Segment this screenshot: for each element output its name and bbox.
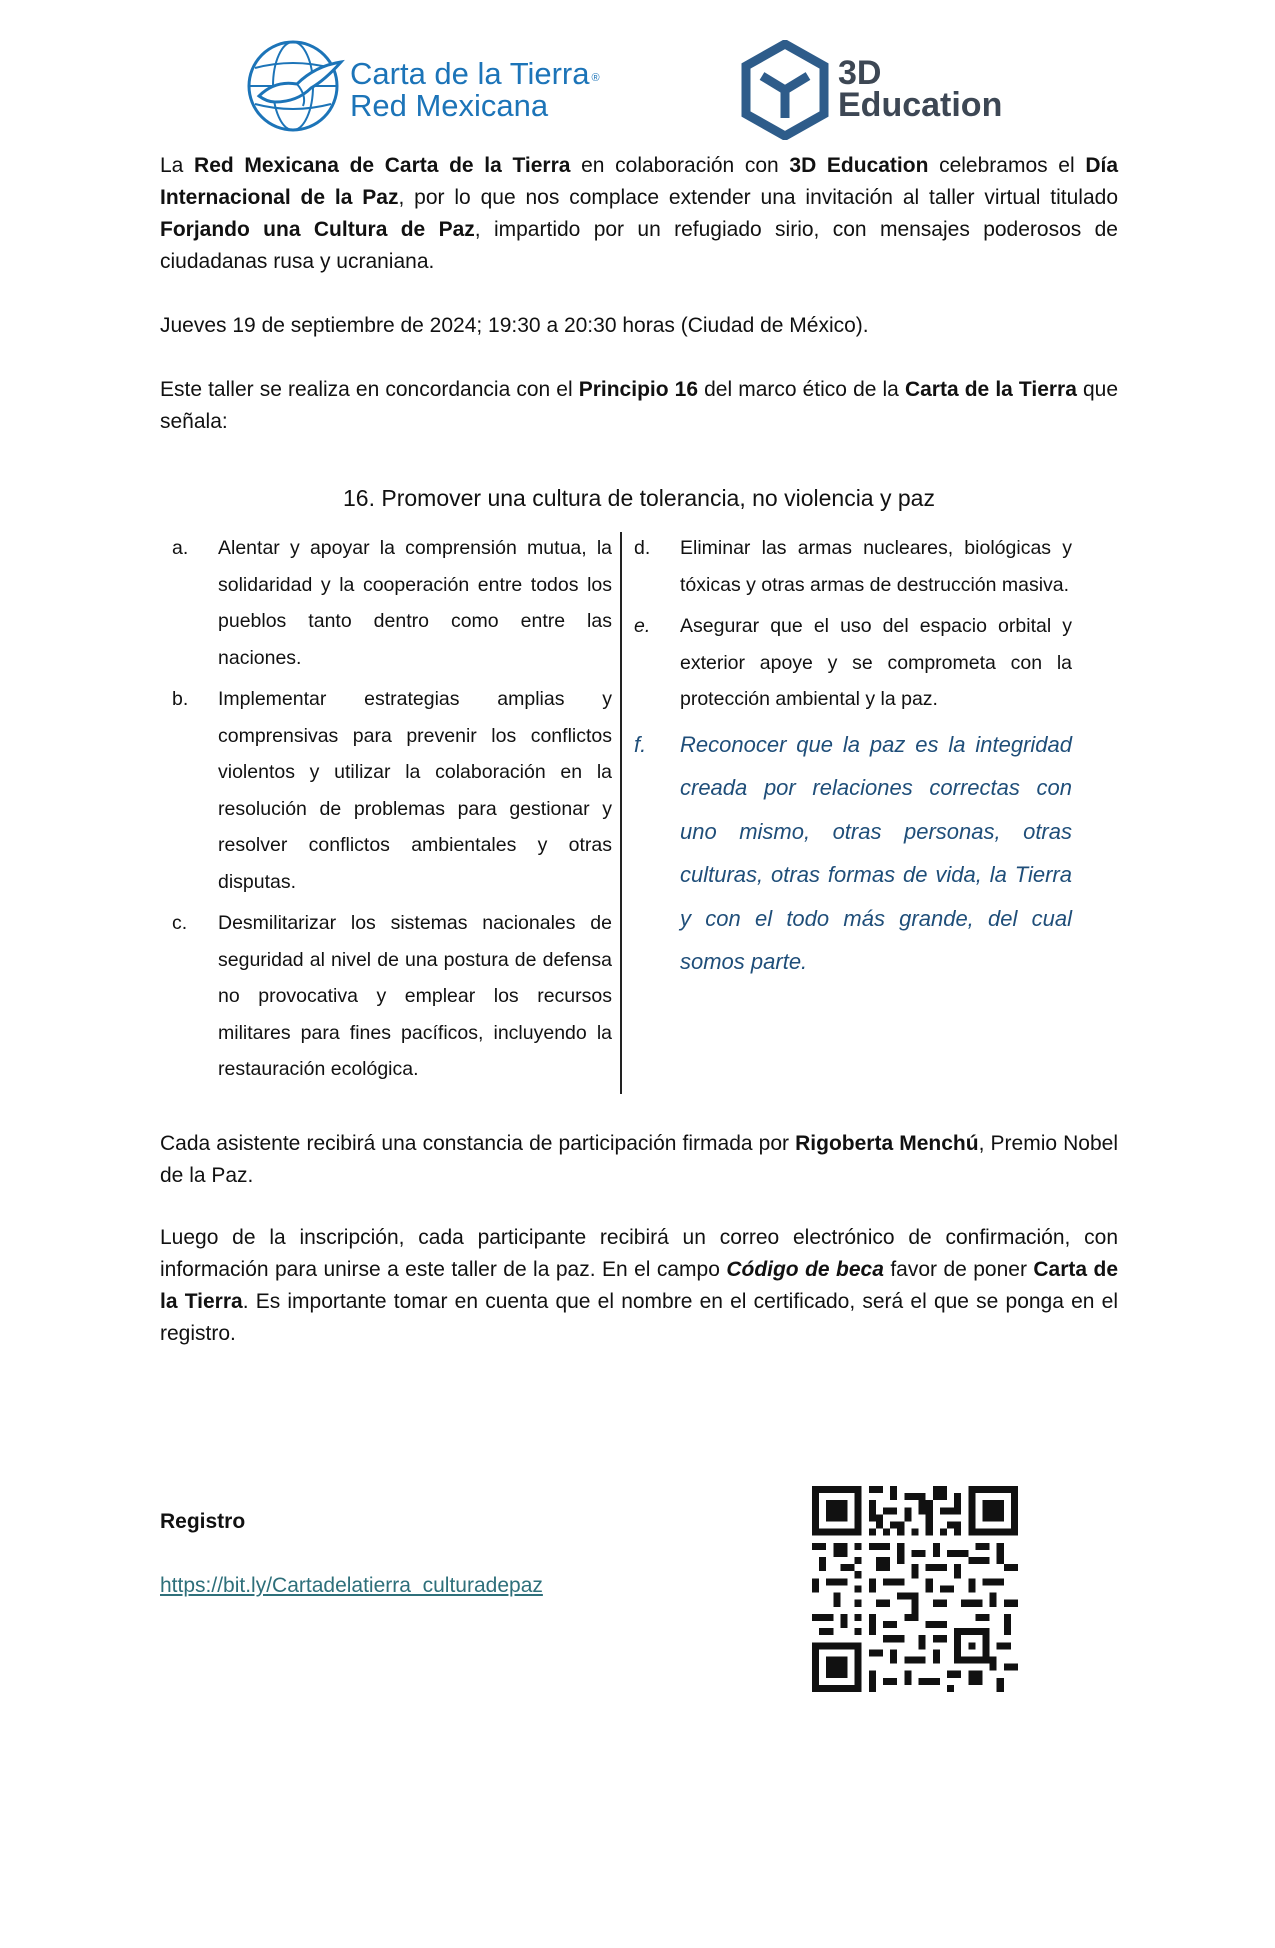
principle-item-d [634, 530, 1072, 603]
item-text: Eliminar las armas nucleares, biológicas y tóxicas y otras armas de destrucción masiva. [680, 537, 1072, 596]
item-marker: e. [634, 615, 651, 637]
item-text: Reconocer que la paz es la integridad creada por relaciones correctas con uno mismo, otras personas, otras culturas, otras formas de vida, la Tierra y con el todo más grande, del cual somos parte. [680, 731, 1072, 974]
principle-list-left [172, 530, 612, 1093]
cube-icon [740, 40, 830, 140]
item-text: Asegurar que el uso del espacio orbital y exterior apoye y se comprometa con la protección ambiental y la paz. [680, 615, 1072, 710]
globe-dove-icon [245, 36, 345, 136]
certificate-paragraph: Cada asistente recibirá una constancia de participación firmada por Rigoberta Menchú, Premio Nobel de la Paz. [160, 1132, 1119, 1187]
item-text: Alentar y apoyar la comprensión mutua, la solidaridad y la cooperación entre todos los pueblos tanto dentro como entre las naciones. [218, 537, 612, 669]
carta-logo-line1: Carta de la Tierra ® [350, 56, 600, 91]
carta-de-la-tierra-logo [245, 36, 600, 136]
item-marker: c. [172, 912, 188, 934]
principle-item-c [172, 905, 612, 1088]
edu-logo-line1: 3D [838, 54, 882, 92]
item-text: Implementar estrategias amplias y comprensivas para prevenir los conflictos violentos y utilizar la colaboración en la resolución de problemas para gestionar y resolver conflictos ambientales y otras disputas. [218, 688, 612, 893]
3d-education-logo [740, 40, 1003, 140]
principle-item-b [172, 681, 612, 900]
principle-list-right [634, 530, 1072, 989]
item-marker: b. [172, 688, 189, 710]
intro-paragraph: La Red Mexicana de Carta de la Tierra en colaboración con 3D Education celebramos el Día Internacional de la Paz, por lo que nos complace extender una invitación al taller virtual titulado Forjando una Cultura de Paz, impartido por un refugiado sirio, con mensajes poderosos de ciudadanas rusa y ucraniana. [160, 154, 1118, 273]
principle-title: 16. Promover una cultura de tolerancia, no violencia y paz [343, 485, 935, 511]
item-marker: f. [634, 731, 647, 757]
principle-item-f [634, 723, 1072, 984]
item-marker: a. [172, 537, 189, 559]
registration-link[interactable]: https://bit.ly/Cartadelatierra_culturadepaz [160, 1574, 543, 1597]
carta-logo-line2: Red Mexicana [350, 88, 549, 123]
registration-info-paragraph: Luego de la inscripción, cada participante recibirá un correo electrónico de confirmación, con información para unirse a este taller de la paz. En el campo Código de beca favor de poner Carta de la Tierra. Es importante tomar en cuenta que el nombre en el certificado, será el que se ponga en el registro. [160, 1226, 1119, 1345]
registration-label: Registro [160, 1510, 246, 1533]
qr-code-icon[interactable] [812, 1486, 1018, 1692]
edu-logo-line2: Education [838, 86, 1003, 124]
principle-item-e [634, 608, 1072, 718]
event-date: Jueves 19 de septiembre de 2024; 19:30 a 20:30 horas (Ciudad de México). [160, 314, 869, 337]
column-divider [620, 532, 622, 1094]
principle-intro: Este taller se realiza en concordancia con el Principio 16 del marco ético de la Carta de la Tierra que señala: [160, 378, 1119, 433]
item-marker: d. [634, 537, 651, 559]
principle-item-a [172, 530, 612, 676]
item-text: Desmilitarizar los sistemas nacionales de seguridad al nivel de una postura de defensa no provocativa y emplear los recursos militares para fines pacíficos, incluyendo la restauración ecológica. [218, 912, 612, 1080]
